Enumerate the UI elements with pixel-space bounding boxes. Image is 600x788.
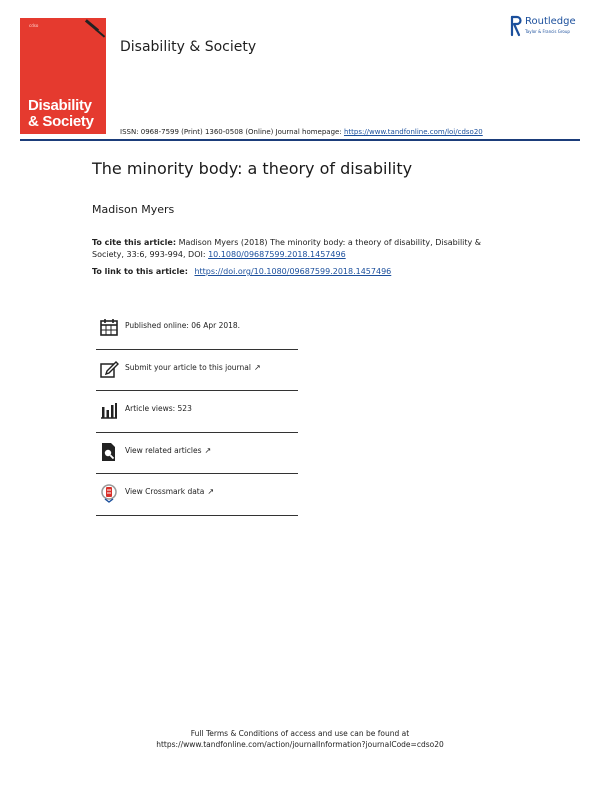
cover-title-line1: Disability: [28, 97, 92, 114]
routledge-logo-icon: [510, 15, 522, 37]
citation-doi-link[interactable]: 10.1080/09687599.2018.1457496: [208, 250, 346, 259]
citation-block: [92, 237, 502, 261]
footer: [0, 728, 600, 750]
crossmark-label: View Crossmark data: [125, 487, 205, 496]
article-doi-link[interactable]: https://doi.org/10.1080/09687599.2018.1457496: [194, 267, 392, 276]
cover-title-line2: & Society: [28, 113, 94, 130]
cover-pen-graphic: [95, 28, 105, 37]
footer-terms-url[interactable]: https://www.tandfonline.com/action/journalInformation?journalCode=cdso20: [156, 740, 444, 749]
publisher-subtitle: Taylor & Francis Group: [525, 29, 570, 34]
article-actions-list: [96, 308, 298, 516]
footer-terms-text: Full Terms & Conditions of access and use can be found at: [190, 729, 410, 738]
published-online-text: Published online: 06 Apr 2018.: [125, 321, 241, 330]
bar-chart-icon: [99, 400, 119, 420]
crossmark-link[interactable]: [125, 487, 214, 496]
cover-tag: cdso: [29, 23, 39, 28]
edit-icon: [99, 359, 119, 379]
external-link-icon: ↗: [204, 445, 212, 455]
header-divider: [20, 139, 580, 141]
article-author: Madison Myers: [92, 203, 175, 216]
issn-line: [120, 128, 483, 136]
submit-article-label: Submit your article to this journal: [125, 362, 251, 372]
crossmark-icon: [99, 483, 119, 503]
action-published-online: [96, 308, 298, 350]
journal-homepage-link[interactable]: https://www.tandfonline.com/loi/cdso20: [343, 128, 483, 136]
calendar-icon: [99, 317, 119, 337]
related-articles-label: View related articles: [125, 445, 202, 455]
submit-article-link[interactable]: [125, 363, 261, 372]
article-views-text: Article views: 523: [125, 404, 192, 413]
journal-cover-image[interactable]: [20, 18, 106, 134]
journal-title: Disability & Society: [120, 39, 257, 55]
action-crossmark[interactable]: [96, 474, 298, 516]
search-document-icon: [99, 442, 119, 462]
article-link-label: To link to this article:: [92, 267, 188, 276]
issn-text: ISSN: 0968-7599 (Print) 1360-0508 (Online) Journal homepage:: [120, 128, 342, 136]
article-link-line: [92, 267, 391, 276]
action-related-articles[interactable]: [96, 433, 298, 475]
article-title: The minority body: a theory of disability: [92, 159, 413, 178]
related-articles-link[interactable]: [125, 446, 211, 455]
citation-text: Madison Myers (2018) The minority body: a theory of disability, Disability & Society, 33:6, 993-994, DOI:: [92, 238, 482, 259]
publisher-name: Routledge: [525, 16, 576, 27]
action-article-views: [96, 391, 298, 433]
action-submit-article[interactable]: [96, 350, 298, 392]
routledge-logo[interactable]: [510, 15, 588, 39]
external-link-icon: ↗: [207, 487, 215, 496]
external-link-icon: ↗: [253, 362, 261, 372]
citation-label: To cite this article:: [92, 238, 177, 247]
